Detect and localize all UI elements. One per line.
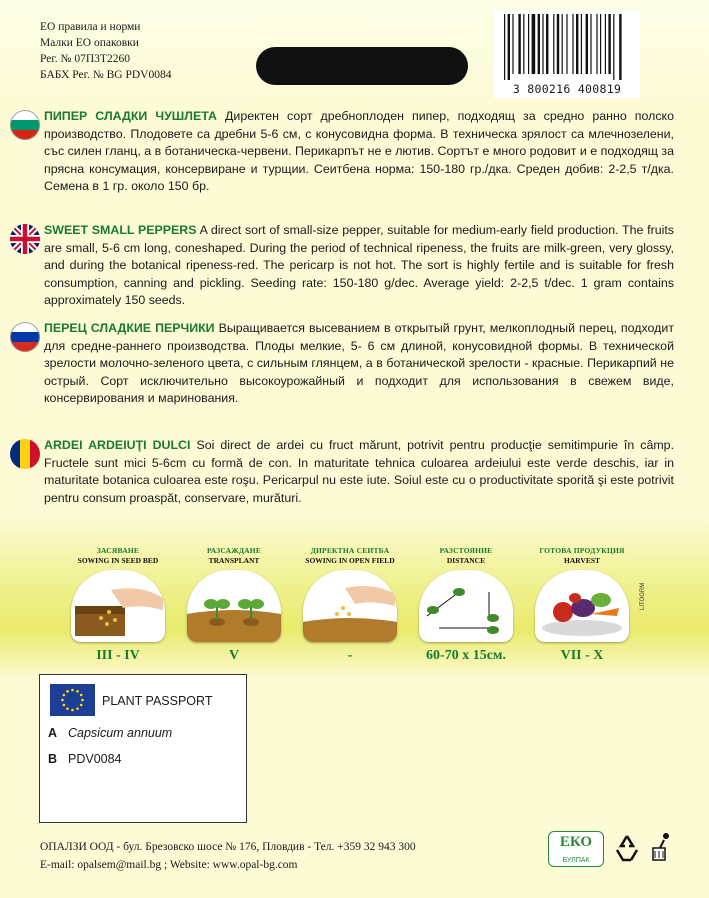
step-sowing-open-field [292, 546, 408, 664]
romania-flag-icon [10, 439, 40, 469]
footer [40, 838, 416, 874]
transplant-icon [187, 570, 281, 642]
footer-contact: E-mail: opalsem@mail.bg ; Website: www.opal-bg.com [40, 859, 298, 871]
russia-flag-icon [10, 322, 40, 352]
registration-info [40, 19, 171, 83]
printer-mark: LITOGRM [640, 582, 646, 610]
step-label-en: TRANSPLANT [208, 556, 260, 565]
bg-text: Директен сорт дребноплоден пипер, подходящ за средно ранно полско производство. Плодовете са дребни 5-6 см, с конусовидна форма. В техническа зрялост са млечнозелени, със силен гланц, а в ботаническа-червени. Перикарпът не е лютив. Сортът е много родовит и е подходящ за прясна консумация, консервиране и турщии. Сеитбена норма: 150-180 гр./дка. Среден добив: 2-2,5 т/дка. Семена в 1 гр. около 150 бр. [44, 109, 675, 193]
reg-line: Рег. № 07П3Т2260 [40, 53, 130, 65]
passport-row-b [48, 752, 122, 766]
step-distance [408, 546, 524, 664]
eu-flag-icon [50, 684, 95, 716]
barcode [494, 10, 640, 98]
passport-letter: A [48, 726, 58, 740]
section-bulgarian [24, 108, 674, 213]
section-russian [24, 320, 674, 408]
barcode-bars [498, 14, 636, 80]
reg-line: Малки ЕО опаковки [40, 37, 139, 49]
step-harvest [524, 546, 640, 664]
step-sowing-seed-bed [60, 546, 176, 664]
reg-line: ЕО правила и норми [40, 21, 141, 33]
section-romanian [24, 437, 674, 507]
seed-bed-icon [71, 570, 165, 642]
reg-line: БАБХ Рег. № BG PDV0084 [40, 69, 172, 81]
step-label-en: HARVEST [564, 556, 600, 565]
en-text: A direct sort of small-size pepper, suitable for medium-early field production. The fruits are small, 5-6 cm long, coneshaped. During the period of technical ripeness, the fruits are milk-green, very glossy, and during the botanical ripeness-red. The pericarp is not hot. The sort is highly fertile and is suitable for fresh consumption, canning and pickling. Seeding rate: 150-180 g/dec. Average yield: 2-2,5 t/dec. 1 gram contains approximately 150 seeds. [44, 223, 674, 307]
step-label-en: DISTANCE [446, 556, 486, 565]
section-english [24, 222, 674, 310]
ru-text: Выращивается высеванием в открытый грунт, мелкоплодный перец, подходит для средне-раннего производства. Плоды мелкие, 5- 6 см длиной, конусовидной формы. В технической зрелости молочно-зеленого цвета, с сильным глянцем, а в ботанической зрелости - красные. Перикарпий не острый. Сорт исключительно высокоурожайный и подходит для использования в свежем виде, консервирования и маринования. [44, 321, 674, 405]
step-value: III - IV [96, 648, 140, 663]
eko-bulpak-logo [548, 831, 604, 867]
plant-passport [39, 674, 247, 823]
step-value: VII - X [560, 648, 604, 663]
passport-botanical-name: Capsicum annuum [68, 726, 173, 740]
step-label-bg: ДИРЕКТНА СЕИТБА [310, 546, 390, 555]
passport-row-a [48, 726, 172, 740]
barcode-number: 3 800216 400819 [512, 82, 622, 96]
black-label-pill [256, 47, 468, 85]
eko-logo-text: ЕКО [559, 834, 593, 850]
eko-logo-subtext: БУЛПАК [562, 857, 590, 864]
step-label-en: SOWING IN OPEN FIELD [305, 556, 395, 565]
step-label-en: SOWING IN SEED BED [77, 556, 159, 565]
ro-title: ARDEI ARDEIUŢI DULCI [44, 438, 191, 452]
recycle-icon [614, 834, 640, 867]
step-label-bg: РАЗСТОЯНИЕ [439, 546, 493, 555]
step-value: V [228, 648, 240, 663]
step-label-bg: ЗАСЯВАНЕ [96, 546, 140, 555]
open-field-icon [303, 570, 397, 642]
bg-title: ПИПЕР СЛАДКИ ЧУШЛЕТА [44, 109, 217, 123]
footer-address: ОПАЛЗИ ООД - бул. Брезовско шосе № 176, Пловдив - Тел. +359 32 943 300 [40, 841, 416, 853]
step-label-bg: РАЗСАЖДАНЕ [206, 546, 262, 555]
ru-title: ПЕРЕЦ СЛАДКИЕ ПЕРЧИКИ [44, 321, 215, 335]
distance-icon [419, 570, 513, 642]
bulgaria-flag-icon [10, 110, 40, 140]
step-value: 60-70 x 15см. [426, 648, 506, 663]
passport-letter: B [48, 752, 58, 766]
step-value: - [347, 648, 353, 663]
passport-title: PLANT PASSPORT [102, 694, 213, 708]
ro-text: Soi direct de ardei cu fruct mărunt, potrivit pentru producţie semitimpurie în câmp. Fructele sunt mici 5-6cm cu formă de con. In maturitate tehnica culoarea ardeiului este verde deschis, iar in maturitate botanica culoarea este roşu. Pericarpul nu este iute. Soiul este cu o productivitate sporită şi este potrivit pentru consum proaspăt, conservare, murături. [44, 438, 675, 505]
harvest-icon [535, 570, 629, 642]
step-label-bg: ГОТОВА ПРОДУКЦИЯ [539, 546, 625, 555]
passport-registration: PDV0084 [68, 752, 122, 766]
no-litter-bin-icon [650, 832, 674, 867]
uk-flag-icon [10, 224, 40, 254]
step-transplant [176, 546, 292, 664]
growing-steps [60, 546, 660, 666]
en-title: SWEET SMALL PEPPERS [44, 223, 197, 237]
